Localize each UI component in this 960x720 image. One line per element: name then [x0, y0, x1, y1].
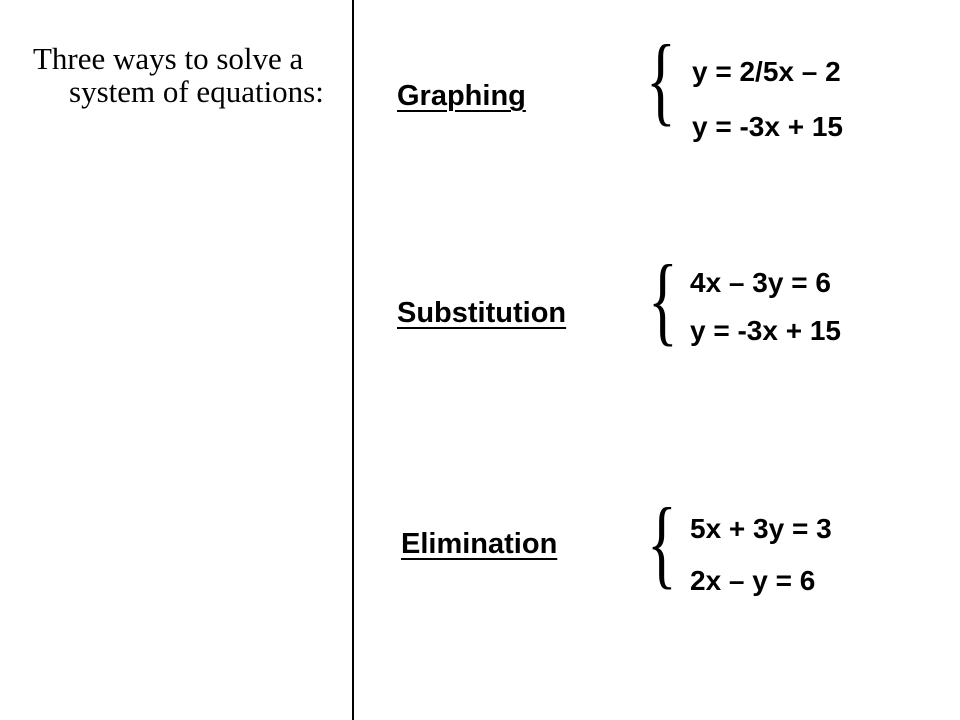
elimination-equation-2: 2x – y = 6: [690, 565, 816, 596]
substitution-equation-1: 4x – 3y = 6: [690, 267, 831, 298]
graphing-equation-1: y = 2/5x – 2: [692, 56, 841, 87]
brace-substitution: {: [648, 244, 678, 355]
method-substitution-label: Substitution: [397, 297, 567, 329]
brace-graphing: {: [646, 24, 676, 135]
elimination-equation-1: 5x + 3y = 3: [690, 513, 832, 544]
brace-elimination: {: [647, 487, 677, 598]
graphing-equation-2: y = -3x + 15: [692, 111, 844, 142]
substitution-equation-2: y = -3x + 15: [690, 315, 842, 346]
method-graphing-label: Graphing: [397, 80, 526, 112]
column-divider: [352, 0, 354, 720]
method-elimination-label: Elimination: [401, 528, 558, 560]
intro-text: Three ways to solve a system of equations:: [33, 41, 324, 109]
